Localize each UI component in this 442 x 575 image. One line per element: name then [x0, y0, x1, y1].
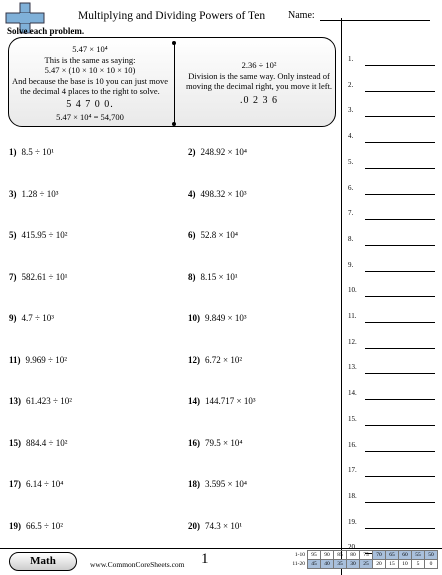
instructions: Solve each problem. — [7, 26, 85, 36]
answer-number: 15. — [348, 414, 357, 423]
problem-expression: 1.28 ÷ 10³ — [21, 188, 59, 199]
answer-field[interactable] — [365, 425, 435, 426]
score-cell: 35 — [334, 560, 347, 569]
answer-field[interactable] — [365, 348, 435, 349]
answer-row — [348, 184, 436, 195]
problem-expression: 79.5 × 10⁴ — [205, 437, 243, 448]
score-cell: 70 — [373, 551, 386, 560]
problem-item — [188, 147, 247, 157]
problem-item — [188, 230, 238, 240]
answer-field[interactable] — [365, 116, 435, 117]
problem-item — [9, 313, 54, 323]
problem-number: 16) — [188, 437, 200, 448]
problem-expression: 6.14 ÷ 10⁴ — [26, 479, 64, 489]
problem-number: 8) — [188, 271, 196, 282]
problem-item — [9, 355, 67, 365]
problem-number: 19) — [9, 520, 21, 531]
score-cell: 20 — [373, 560, 386, 569]
answer-field[interactable] — [365, 322, 435, 323]
answer-row — [348, 261, 436, 272]
answer-number: 7. — [348, 209, 354, 218]
problem-item — [9, 272, 67, 282]
problem-item — [9, 396, 72, 406]
problem-expression: 66.5 ÷ 10² — [26, 520, 63, 531]
footer-divider — [0, 548, 442, 549]
score-cell: 0 — [425, 560, 438, 569]
score-cell: 10 — [399, 560, 412, 569]
score-cell: 45 — [308, 560, 321, 569]
problem-number: 18) — [188, 479, 200, 489]
problem-number: 12) — [188, 354, 200, 365]
example-text: This is the same as saying: — [44, 54, 136, 65]
site-url: www.CommonCoreSheets.com — [90, 560, 185, 569]
problem-number: 10) — [188, 313, 200, 323]
score-cell: 55 — [412, 551, 425, 560]
problem-item — [9, 438, 67, 448]
answer-row — [348, 158, 436, 169]
answer-number: 8. — [348, 234, 354, 243]
page-number: 1 — [201, 551, 209, 567]
answer-number: 10. — [348, 286, 357, 295]
score-cell: 15 — [386, 560, 399, 569]
answer-field[interactable] — [365, 142, 435, 143]
score-cell: 80 — [347, 551, 360, 560]
problem-expression: 144.717 × 10³ — [205, 396, 256, 406]
answer-row — [348, 518, 436, 529]
score-row — [286, 560, 438, 569]
answer-number: 18. — [348, 491, 357, 500]
problem-number: 6) — [188, 230, 196, 240]
answer-number: 16. — [348, 440, 357, 449]
problem-number: 3) — [9, 188, 17, 199]
example-divide-expr: 2.36 ÷ 10² — [241, 60, 277, 70]
answer-field[interactable] — [365, 476, 435, 477]
problem-item — [188, 438, 242, 448]
problem-number: 15) — [9, 437, 21, 448]
problem-number: 4) — [188, 188, 196, 199]
answer-row — [348, 81, 436, 92]
problem-expression: 582.61 ÷ 10¹ — [21, 271, 68, 282]
example-divide — [185, 60, 333, 106]
problem-expression: 6.72 × 10² — [205, 354, 243, 365]
score-cell: 65 — [386, 551, 399, 560]
answer-row — [348, 492, 436, 503]
answer-field[interactable] — [365, 296, 435, 297]
answer-field[interactable] — [365, 271, 435, 272]
score-range-label: 1-10 — [294, 552, 305, 558]
answer-row — [348, 209, 436, 220]
problem-number: 11) — [9, 354, 21, 365]
answer-row — [348, 466, 436, 477]
answer-row — [348, 286, 436, 297]
answer-field[interactable] — [365, 65, 435, 66]
score-table — [286, 550, 438, 569]
answer-field[interactable] — [365, 91, 435, 92]
problem-item — [188, 189, 247, 199]
answer-number: 2. — [348, 80, 354, 89]
answer-number: 11. — [348, 312, 357, 320]
problem-number: 7) — [9, 271, 17, 282]
problem-expression: 248.92 × 10⁴ — [200, 147, 247, 157]
answer-field[interactable] — [365, 245, 435, 246]
answer-row — [348, 312, 436, 323]
problem-number: 20) — [188, 520, 200, 531]
answer-row — [348, 338, 436, 349]
problem-item — [9, 479, 63, 489]
problem-item — [188, 479, 247, 489]
divider-dot — [172, 122, 176, 126]
score-cell: 40 — [321, 560, 334, 569]
math-badge: Math — [9, 552, 77, 571]
answer-number: 4. — [348, 132, 354, 141]
problem-expression: 52.8 × 10⁴ — [200, 230, 238, 240]
name-field[interactable] — [320, 20, 430, 21]
answer-number: 3. — [348, 106, 354, 115]
answer-number: 13. — [348, 363, 357, 372]
score-range-label: 11-20 — [292, 561, 305, 567]
problem-expression: 3.595 × 10⁴ — [205, 479, 247, 489]
answer-field[interactable] — [365, 194, 435, 195]
answer-field[interactable] — [365, 373, 435, 374]
answer-number: 14. — [348, 389, 357, 398]
example-result: 5.47 × 10⁴ = 54,700 — [56, 112, 124, 122]
problem-number: 5) — [9, 230, 17, 240]
answer-field[interactable] — [365, 528, 435, 529]
answer-number: 12. — [348, 337, 357, 346]
answer-row — [348, 389, 436, 400]
problem-item — [188, 272, 238, 282]
problem-expression: 9.969 ÷ 10² — [25, 354, 67, 365]
problem-item — [188, 521, 242, 531]
example-text: 5.47 × (10 × 10 × 10 × 10) — [44, 65, 136, 75]
answer-number: 5. — [348, 157, 354, 166]
example-divider — [174, 42, 175, 124]
problem-number: 9) — [9, 313, 17, 323]
answer-field[interactable] — [365, 502, 435, 503]
problem-expression: 74.3 × 10¹ — [205, 520, 243, 531]
answer-field[interactable] — [365, 219, 435, 220]
score-cell: 5 — [412, 560, 425, 569]
name-label: Name: — [288, 10, 315, 21]
example-text: Division is the same way. Only instead of — [188, 70, 330, 81]
problem-expression: 4.7 ÷ 10³ — [21, 313, 54, 323]
problem-number: 13) — [9, 396, 21, 406]
answer-number: 1. — [348, 55, 354, 63]
problem-expression: 498.32 × 10³ — [200, 188, 247, 199]
answer-row — [348, 106, 436, 117]
answer-number: 19. — [348, 517, 357, 526]
problem-item — [9, 189, 58, 199]
score-cell: 90 — [321, 551, 334, 560]
example-multiply-expr: 5.47 × 10⁴ — [72, 44, 108, 54]
problem-item — [188, 396, 256, 406]
problem-expression: 884.4 ÷ 10² — [26, 437, 68, 448]
problem-number: 14) — [188, 396, 200, 406]
problem-item — [9, 230, 67, 240]
example-digits: 5 4 7 0 0. — [66, 98, 114, 110]
example-digits: .0 2 3 6 — [240, 94, 278, 106]
score-cell: 25 — [360, 560, 373, 569]
answer-number: 17. — [348, 466, 357, 475]
example-multiply — [10, 44, 170, 123]
answer-row — [348, 55, 436, 66]
problem-item — [9, 521, 63, 531]
problem-expression: 415.95 ÷ 10² — [21, 230, 68, 240]
example-text: the decimal 4 places to the right to solve. — [20, 86, 160, 96]
answer-field[interactable] — [365, 399, 435, 400]
score-cell: 85 — [334, 551, 347, 560]
answer-field[interactable] — [365, 451, 435, 452]
score-cell: 95 — [308, 551, 321, 560]
answer-row — [348, 132, 436, 143]
problem-item — [9, 147, 54, 157]
answer-row — [348, 363, 436, 374]
score-cell: 50 — [425, 551, 438, 560]
score-cell: 75 — [360, 551, 373, 560]
problem-expression: 8.15 × 10¹ — [200, 271, 238, 282]
divider-dot — [172, 41, 176, 45]
problem-number: 1) — [9, 147, 17, 157]
problem-item — [188, 313, 247, 323]
example-text: moving the decimal right, you move it left. — [185, 81, 333, 91]
answer-row — [348, 415, 436, 426]
problem-expression: 61.423 ÷ 10² — [26, 396, 72, 406]
score-row — [286, 551, 438, 560]
problem-number: 17) — [9, 479, 21, 489]
answer-number: 6. — [348, 183, 354, 192]
problem-expression: 8.5 ÷ 10¹ — [21, 147, 54, 157]
answer-row — [348, 235, 436, 246]
problem-item — [188, 355, 242, 365]
answer-column-divider — [341, 18, 342, 575]
score-cell: 60 — [399, 551, 412, 560]
example-text: And because the base is 10 you can just move — [11, 75, 169, 86]
answer-number: 9. — [348, 260, 354, 269]
answer-number: 20. — [348, 543, 357, 552]
problem-expression: 9.849 × 10³ — [205, 313, 247, 323]
answer-row — [348, 441, 436, 452]
answer-field[interactable] — [365, 168, 435, 169]
problem-number: 2) — [188, 147, 196, 157]
page-title: Multiplying and Dividing Powers of Ten — [78, 10, 266, 22]
score-cell: 30 — [347, 560, 360, 569]
